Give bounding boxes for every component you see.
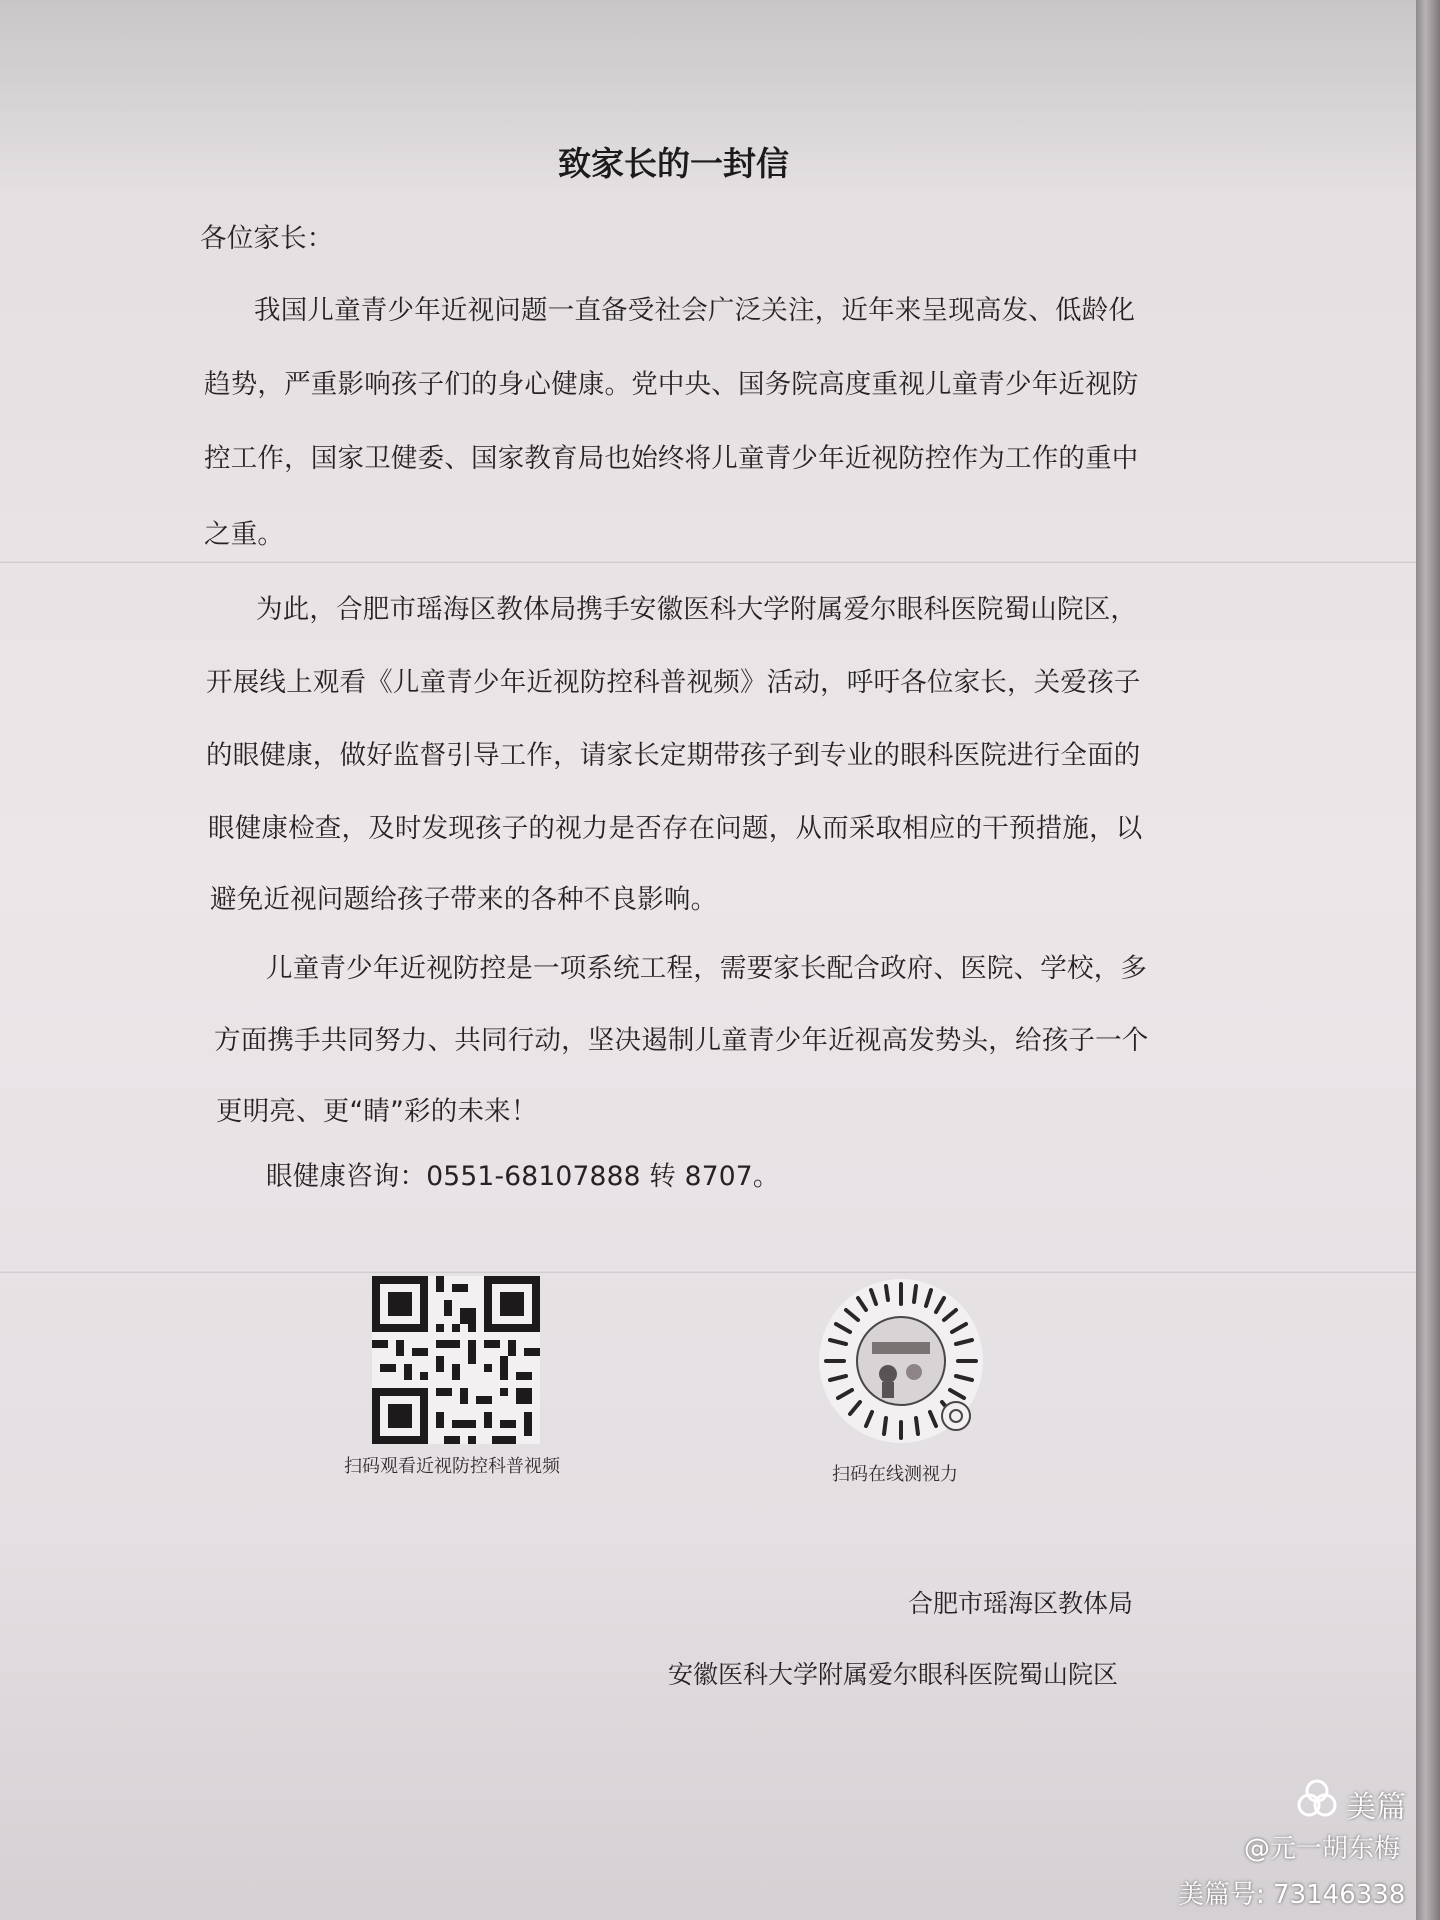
paragraph-2-line: 为此，合肥市瑶海区教体局携手安徽医科大学附属爱尔眼科医院蜀山院区，: [256, 594, 1138, 625]
paragraph-2-line: 开展线上观看《儿童青少年近视防控科普视频》活动，呼吁各位家长，关爱孩子: [206, 667, 1141, 698]
signature-bureau: 合肥市瑶海区教体局: [908, 1589, 1134, 1618]
qr-left-caption: 扫码观看近视防控科普视频: [344, 1456, 560, 1477]
paragraph-3-line: 更明亮、更“睛”彩的未来！: [216, 1096, 538, 1127]
watermark-id: 美篇号: 73146338: [1178, 1880, 1406, 1910]
paper-edge: [1416, 0, 1440, 1920]
letter-title: 致家长的一封信: [558, 144, 789, 183]
consult-phone: 眼健康咨询：0551-68107888 转 8707。: [266, 1161, 780, 1192]
qr-code-icon: [372, 1276, 540, 1444]
watermark-author: @元一胡东梅: [1244, 1834, 1401, 1864]
paragraph-1-line: 我国儿童青少年近视问题一直备受社会广泛关注，近年来呈现高发、低龄化: [254, 295, 1136, 326]
qr-right-caption: 扫码在线测视力: [832, 1464, 958, 1485]
paragraph-1-line: 控工作，国家卫健委、国家教育局也始终将儿童青少年近视防控作为工作的重中: [204, 443, 1139, 474]
paragraph-1-line: 趋势，严重影响孩子们的身心健康。党中央、国务院高度重视儿童青少年近视防: [204, 369, 1139, 400]
qr-code-video[interactable]: [372, 1276, 540, 1444]
salutation: 各位家长：: [200, 223, 334, 254]
signature-hospital: 安徽医科大学附属爱尔眼科医院蜀山院区: [668, 1660, 1119, 1689]
mini-program-code[interactable]: [816, 1276, 986, 1446]
paragraph-3-line: 儿童青少年近视防控是一项系统工程，需要家长配合政府、医院、学校，多: [266, 953, 1148, 984]
paper-fold: [0, 560, 1416, 563]
mini-program-code-icon: [816, 1276, 986, 1446]
paragraph-2-line: 的眼健康，做好监督引导工作，请家长定期带孩子到专业的眼科医院进行全面的: [206, 740, 1141, 771]
watermark-brand: 美篇: [1346, 1790, 1406, 1825]
paragraph-1-line: 之重。: [204, 519, 285, 550]
meipian-logo-icon: [1296, 1778, 1338, 1820]
paragraph-2-line: 避免近视问题给孩子带来的各种不良影响。: [210, 884, 718, 915]
paper-fold: [0, 1270, 1416, 1273]
paragraph-3-line: 方面携手共同努力、共同行动，坚决遏制儿童青少年近视高发势头，给孩子一个: [214, 1025, 1149, 1056]
paragraph-2-line: 眼健康检查，及时发现孩子的视力是否存在问题，从而采取相应的干预措施，以: [208, 813, 1143, 844]
